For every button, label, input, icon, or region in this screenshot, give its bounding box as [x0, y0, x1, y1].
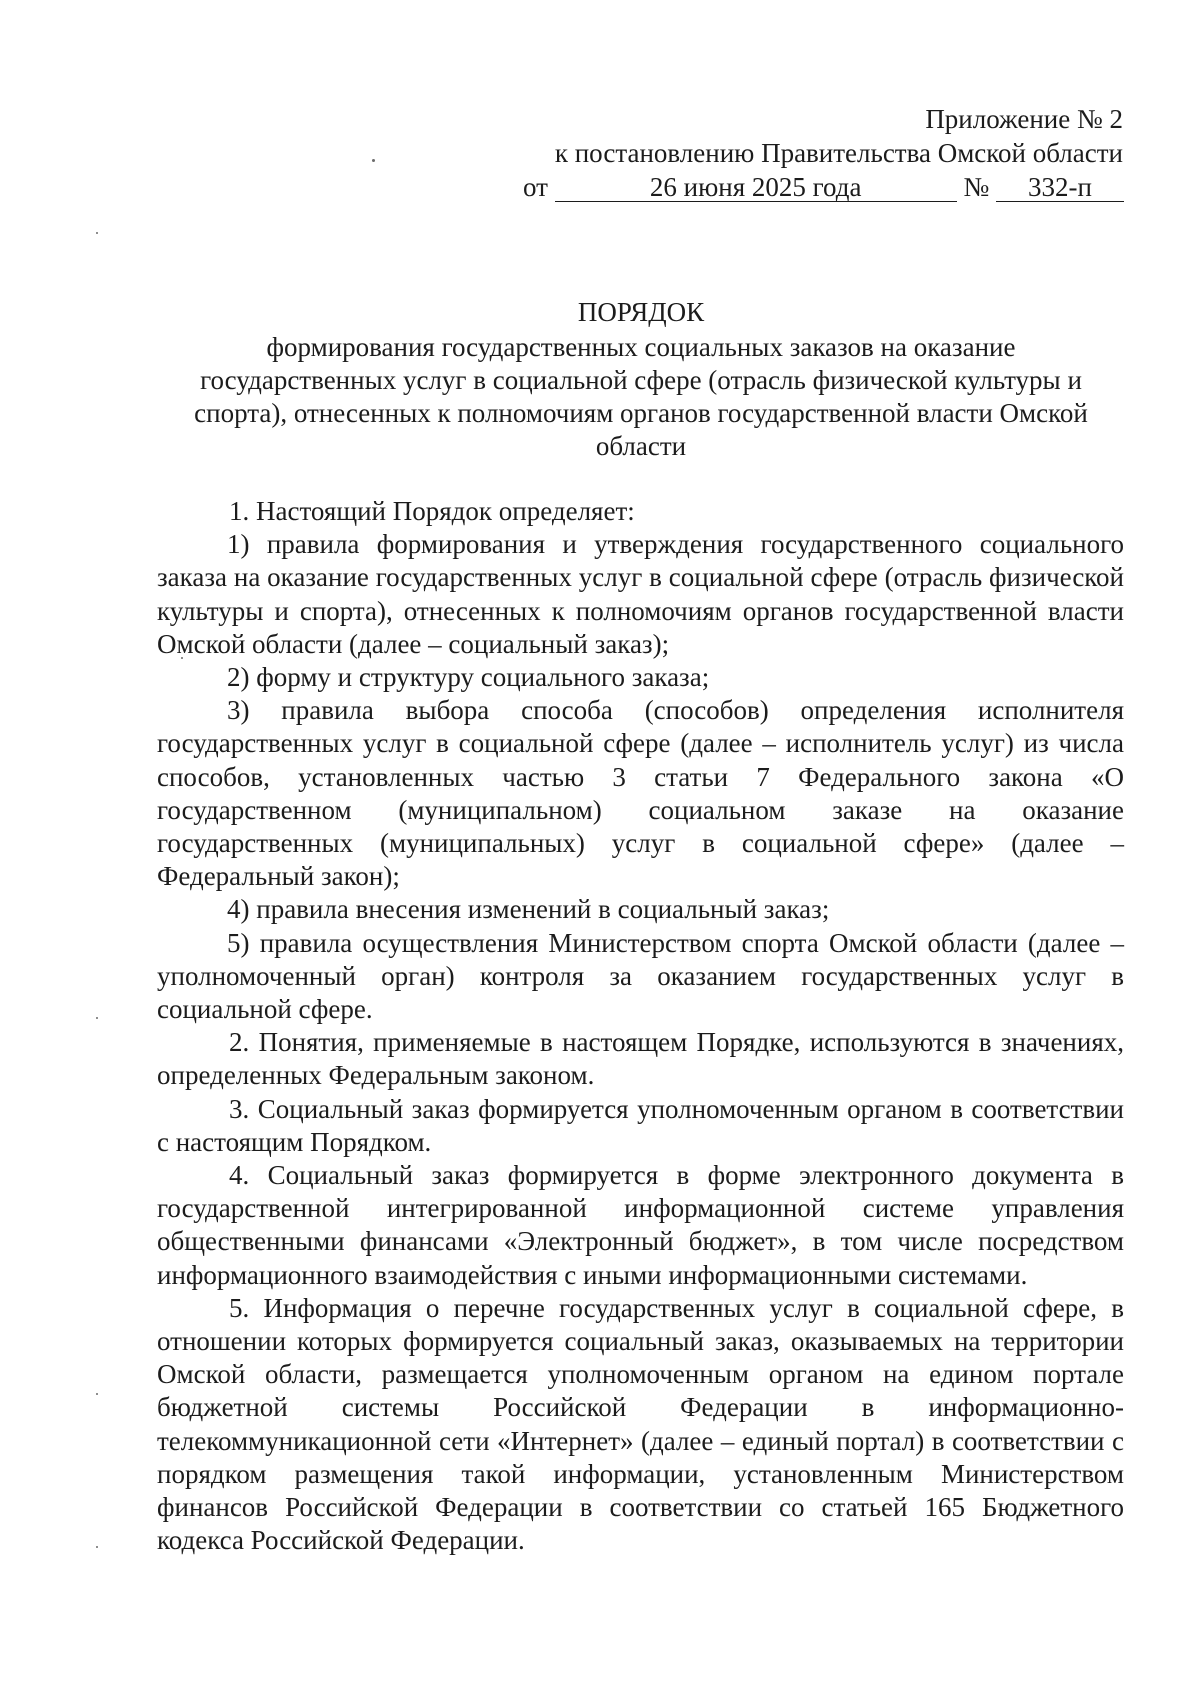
scan-speck [372, 159, 375, 162]
document-body [157, 495, 1124, 1558]
date-prefix: от [523, 172, 548, 202]
resolution-number: 332-п [996, 174, 1124, 202]
resolution-date-line [523, 170, 1123, 204]
document-title: ПОРЯДОК [577, 297, 705, 327]
document-subtitle [160, 331, 1122, 463]
paragraph: 2) форму и структуру социального заказа; [227, 662, 710, 693]
number-prefix: № [963, 172, 990, 202]
paragraph: 5. Информация о перечне государственных услуг в социальной сфере, в отношении которых формируется социальный заказ, оказываемых на территории Омской области, размещается уполномоченным органом на едином портале бюджетной системы Российской Федерации в информационно-телекоммуникационной сети «Интернет» (далее – единый портал) в соответствии с порядком размещения такой информации, установленным Министерством финансов Российской Федерации в соответствии со статьей 165 Бюджетного кодекса Российской Федерации. [157, 1292, 1124, 1556]
paragraph: 2. Понятия, применяемые в настоящем Порядке, используются в значениях, определенных Федеральным законом. [157, 1027, 1124, 1091]
resolution-date: 26 июня 2025 года [555, 174, 957, 202]
document-title-block [160, 296, 1122, 463]
resolution-reference: к постановлению Правительства Омской области [554, 138, 1123, 168]
paragraph: 3. Социальный заказ формируется уполномоченным органом в соответствии с настоящим Порядком. [157, 1093, 1124, 1157]
paragraph: 1) правила формирования и утверждения государственного социального заказа на оказание государственных услуг в социальной сфере (отрасль физической культуры и спорта), отнесенных к полномочиям органов государственной власти Омской области (далее – социальный заказ); [157, 529, 1124, 659]
scan-speck [96, 1546, 98, 1548]
paragraph: 4) правила внесения изменений в социальный заказ; [227, 894, 830, 925]
scan-speck [96, 1393, 98, 1395]
paragraph: 1. Настоящий Порядок определяет: [229, 496, 635, 526]
paragraph: 4. Социальный заказ формируется в форме электронного документа в государственной интегрированной информационной системе управления общественными финансами «Электронный бюджет», в том числе посредством информационного взаимодействия с иными информационными системами. [157, 1160, 1124, 1290]
scan-speck [96, 1017, 98, 1019]
appendix-header [523, 102, 1123, 204]
document-subtitle-text: формирования государственных социальных заказов на оказание государственных услуг в социальной сфере (отрасль физической культуры и спорта), отнесенных к полномочиям органов государственной власти Омской области [194, 332, 1088, 461]
paragraph: 3) правила выбора способа (способов) определения исполнителя государственных услуг в социальной сфере (далее – исполнитель услуг) из числа способов, установленных частью 3 статьи 7 Федерального закона «О государственном (муниципальном) социальном заказе на оказание государственных (муниципальных) услуг в социальной сфере» (далее – Федеральный закон); [157, 695, 1124, 892]
paragraph: 5) правила осуществления Министерством спорта Омской области (далее – уполномоченный орган) контроля за оказанием государственных услуг в социальной сфере. [157, 927, 1124, 1025]
scan-speck [96, 232, 98, 234]
appendix-number: Приложение № 2 [925, 104, 1123, 134]
